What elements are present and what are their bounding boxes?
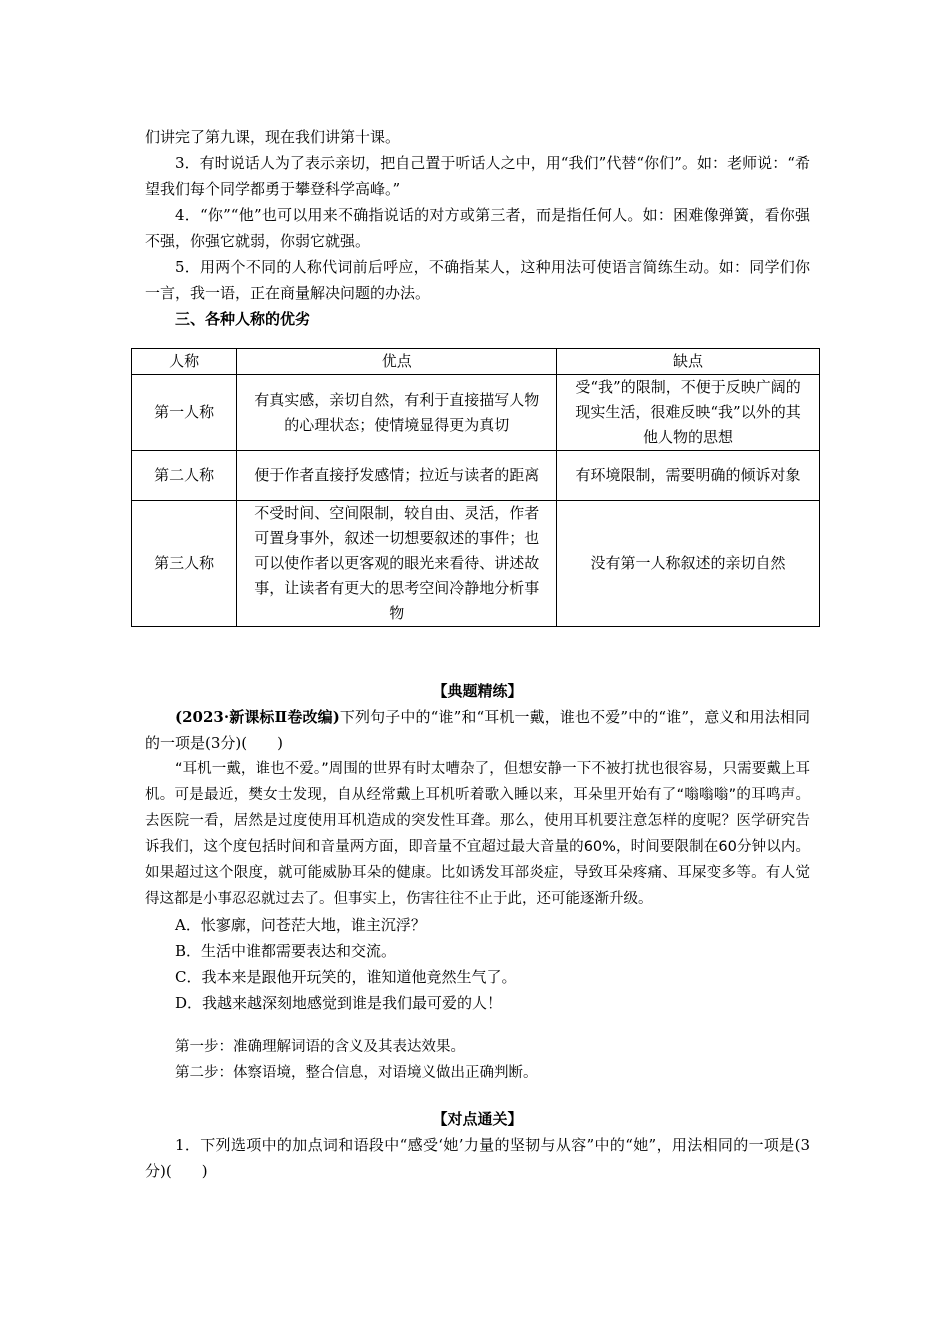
- cell-person: 第一人称: [132, 375, 237, 451]
- cell-person: 第三人称: [132, 501, 237, 627]
- document-page: [145, 124, 810, 332]
- example-source: (2023·新课标Ⅱ卷改编): [175, 708, 340, 726]
- example-passage: “耳机一戴，谁也不爱。”周围的世界有时太嘈杂了，但想安静一下不被打扰也很容易，只需要戴上耳机。可是最近，樊女士发现，自从经常戴上耳机听着歌入睡以来，耳朵里开始有了“嗡嗡嗡”的耳鸣声。去医院一看，居然是过度使用耳机造成的突发性耳聋。那么，使用耳机要注意怎样的度呢？医学研究告诉我们，这个度包括时间和音量两方面，即音量不宜超过最大音量的60%，时间要限制在60分钟以内。如果超过这个限度，就可能威胁耳朵的健康。比如诱发耳部炎症，导致耳朵疼痛、耳屎变多等。有人觉得这都是小事忍忍就过去了。但事实上，伤害往往不止于此，还可能逐渐升级。: [145, 761, 810, 907]
- header-person: 人称: [132, 349, 237, 375]
- person-comparison-table: [131, 348, 820, 627]
- step-1: 第一步：准确理解词语的含义及其表达效果。: [175, 1039, 465, 1055]
- cell-cons: 没有第一人称叙述的亲切自然: [557, 501, 820, 627]
- option-b: B．生活中谁都需要表达和交流。: [175, 942, 397, 960]
- example-heading: 【典题精练】: [432, 682, 523, 700]
- intro-line-3: 4．“你”“他”也可以用来不确指说话的对方或第三者，而是指任何人。如：困难像弹簧，看你强不强，你强它就弱，你弱它就强。: [145, 206, 810, 250]
- cell-person: 第二人称: [132, 451, 237, 501]
- table-row: [132, 375, 820, 451]
- table-row: [132, 451, 820, 501]
- cell-pros: 便于作者直接抒发感情；拉近与读者的距离: [237, 451, 557, 501]
- practice-question: 1．下列选项中的加点词和语段中“感受‘她’力量的坚韧与从容”中的“她”，用法相同的一项是(3分)( ): [145, 1136, 810, 1180]
- intro-line-4: 5．用两个不同的人称代词前后呼应，不确指某人，这种用法可使语言简练生动。如：同学们你一言，我一语，正在商量解决问题的办法。: [145, 258, 810, 302]
- intro-line-2: 3．有时说话人为了表示亲切，把自己置于听话人之中，用“我们”代替“你们”。如：老师说：“希望我们每个同学都勇于攀登科学高峰。”: [145, 154, 810, 198]
- table-row: [132, 501, 820, 627]
- header-pros: 优点: [237, 349, 557, 375]
- cell-cons: 有环境限制，需要明确的倾诉对象: [557, 451, 820, 501]
- option-a: A．怅寥廓，问苍茫大地，谁主沉浮？: [175, 916, 426, 934]
- practice-heading: 【对点通关】: [432, 1110, 523, 1128]
- cell-pros: 有真实感，亲切自然，有利于直接描写人物的心理状态；使情境显得更为真切: [237, 375, 557, 451]
- example-section: [145, 678, 810, 1184]
- example-question: [145, 704, 810, 756]
- cell-cons: 受“我”的限制，不便于反映广阔的现实生活，很难反映“我”以外的其他人物的思想: [557, 375, 820, 451]
- option-c: C．我本来是跟他开玩笑的，谁知道他竟然生气了。: [175, 968, 517, 986]
- cell-pros: 不受时间、空间限制，较自由、灵活，作者可置身事外，叙述一切想要叙述的事件；也可以使作者以更客观的眼光来看待、讲述故事，让读者有更大的思考空间冷静地分析事物: [237, 501, 557, 627]
- step-2: 第二步：体察语境，整合信息，对语境义做出正确判断。: [175, 1065, 538, 1081]
- intro-line-1: 们讲完了第九课，现在我们讲第十课。: [145, 128, 401, 146]
- table-header-row: [132, 349, 820, 375]
- option-d: D．我越来越深刻地感觉到谁是我们最可爱的人！: [175, 994, 503, 1012]
- header-cons: 缺点: [557, 349, 820, 375]
- example-question-text: 下列句子中的“谁”和“耳机一戴，谁也不爱”中的“谁”，意义和用法相同的一项是(3分)( ): [145, 708, 810, 752]
- section-heading: 三、各种人称的优劣: [175, 310, 311, 328]
